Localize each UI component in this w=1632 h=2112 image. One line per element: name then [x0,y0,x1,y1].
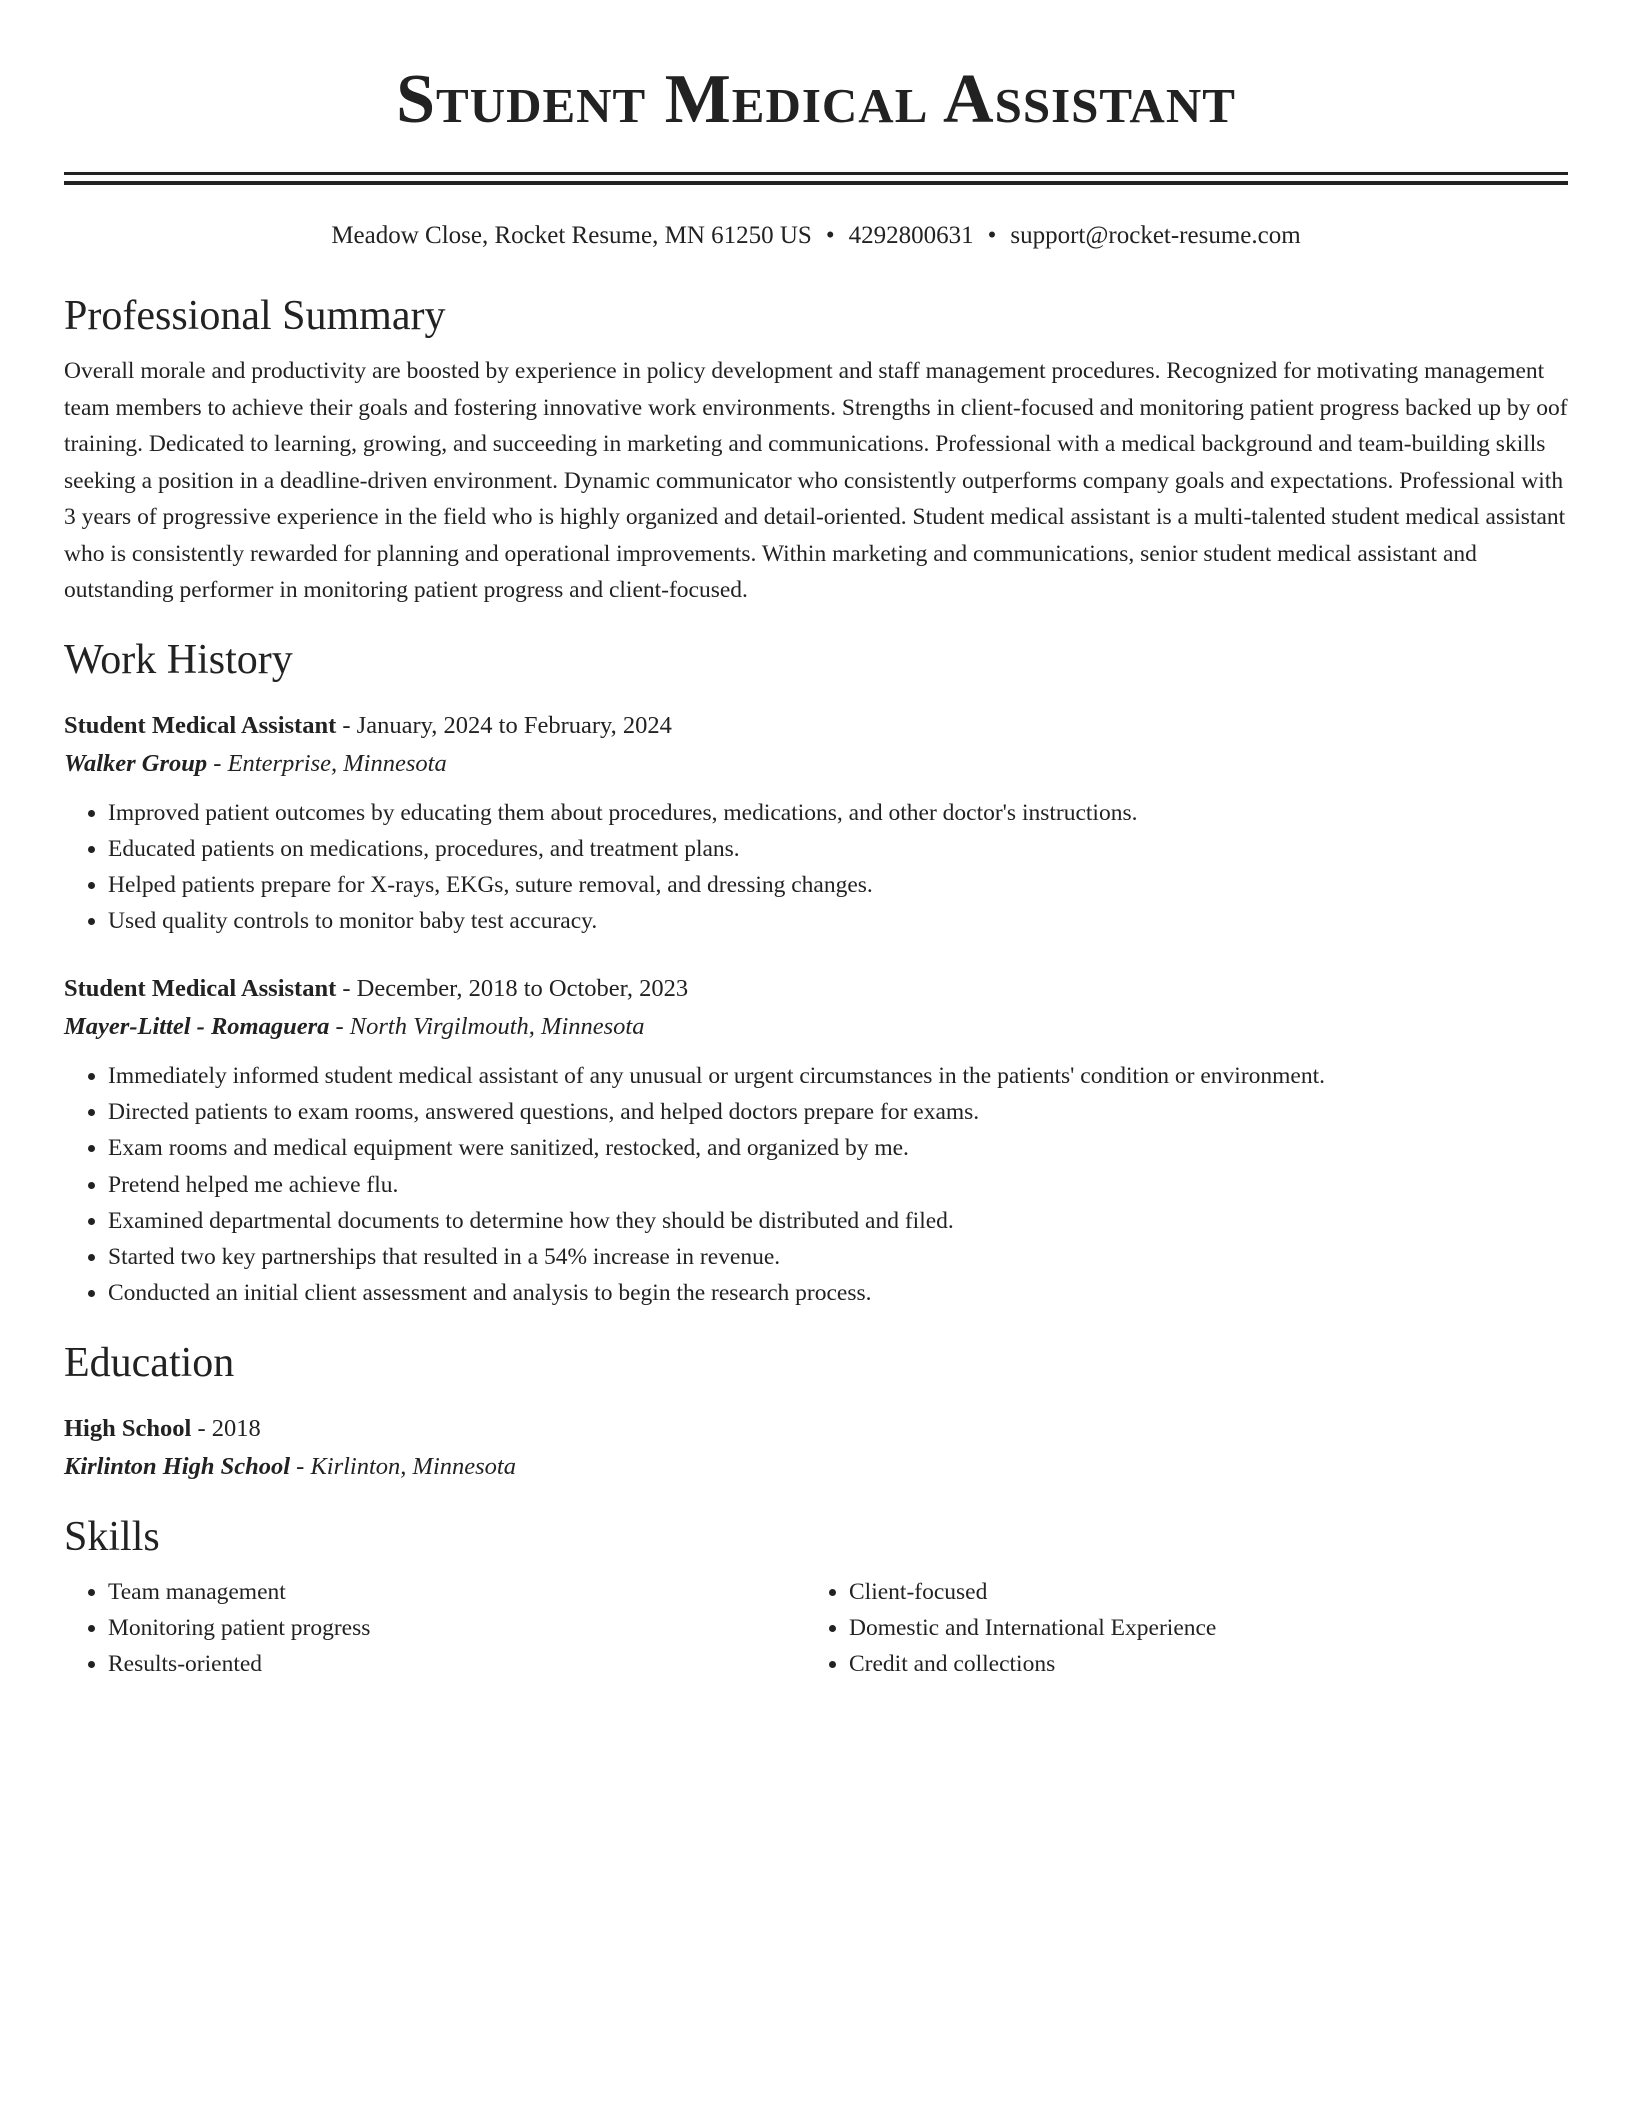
contact-line [64,221,1568,251]
skill-item: • Monitoring patient progress [108,1610,805,1646]
job-company-line [64,1008,1568,1046]
job-dates: - January, 2024 to February, 2024 [336,711,672,739]
education-location: - Kirlinton, Minnesota [290,1452,516,1480]
skills-list-left [64,1574,805,1683]
job-entry [64,707,1568,940]
job-title-line [64,970,1568,1008]
skills-list-right [805,1574,1546,1683]
education-school: Kirlinton High School [64,1452,291,1480]
job-company: Mayer-Littel - Romaguera [64,1012,330,1040]
job-dates: - December, 2018 to October, 2023 [336,974,689,1002]
job-title: Student Medical Assistant [64,974,337,1002]
job-title-line [64,707,1568,745]
job-bullet: • Educated patients on medications, procedures, and treatment plans. [108,831,1568,867]
job-company-line [64,745,1568,783]
skill-item: • Domestic and International Experience [849,1610,1546,1646]
job-bullet: • Immediately informed student medical assistant of any unusual or urgent circumstances in the patients' condition or environment. [108,1058,1568,1094]
job-bullet: • Directed patients to exam rooms, answered questions, and helped doctors prepare for exams. [108,1094,1568,1130]
job-bullet: • Started two key partnerships that resulted in a 54% increase in revenue. [108,1239,1568,1275]
job-bullet: • Pretend helped me achieve flu. [108,1167,1568,1203]
section-heading-summary: Professional Summary [64,293,446,339]
skill-item: • Credit and collections [849,1646,1546,1682]
job-bullet: • Improved patient outcomes by educating them about procedures, medications, and other doctor's instructions. [108,795,1568,831]
job-title: Student Medical Assistant [64,711,337,739]
section-heading-education: Education [64,1339,235,1386]
job-location: - Enterprise, Minnesota [207,749,447,777]
job-bullets [64,1058,1568,1312]
education-degree-line [64,1410,1568,1448]
skills-columns [64,1574,1568,1683]
skill-item: • Team management [108,1574,805,1610]
job-bullet: • Conducted an initial client assessment and analysis to begin the research process. [108,1275,1568,1311]
contact-email: support@rocket-resume.com [1010,222,1301,249]
education-school-line [64,1448,1568,1486]
education-entry [64,1410,1568,1486]
job-bullet: • Helped patients prepare for X-rays, EKGs, suture removal, and dressing changes. [108,867,1568,903]
job-company: Walker Group [64,749,208,777]
education-year: - 2018 [191,1414,261,1442]
job-location: - North Virgilmouth, Minnesota [329,1012,645,1040]
contact-phone: 4292800631 [848,222,974,249]
job-bullet: • Used quality controls to monitor baby test accuracy. [108,903,1568,939]
section-heading-skills: Skills [64,1513,160,1560]
header-rule-bottom [64,181,1568,185]
contact-address: Meadow Close, Rocket Resume, MN 61250 US [331,222,812,249]
skill-item: • Client-focused [849,1574,1546,1610]
contact-separator: • [825,222,835,249]
job-bullets [64,795,1568,940]
resume-name: Student Medical Assistant [396,61,1236,138]
job-entry [64,970,1568,1312]
job-bullet: • Examined departmental documents to determine how they should be distributed and filed. [108,1203,1568,1239]
summary-paragraph: Overall morale and productivity are boosted by experience in policy development and staff management procedures. Recognized for motivating management team members to achieve their goals and fostering innovative work environments. Strengths in client-focused and monitoring patient progress backed up by oof training. Dedicated to learning, growing, and succeeding in marketing and communications. Professional with a medical background and team-building skills seeking a position in a deadline-driven environment. Dynamic communicator who consistently outperforms company goals and expectations. Professional with 3 years of progressive experience in the field who is highly organized and detail-oriented. Student medical assistant is a multi-talented student medical assistant who is consistently rewarded for planning and operational improvements. Within marketing and communications, senior student medical assistant and outstanding performer in monitoring patient progress and client-focused. [64,358,1568,603]
job-bullet: • Exam rooms and medical equipment were sanitized, restocked, and organized by me. [108,1130,1568,1166]
section-heading-work-history: Work History [64,636,293,683]
skill-item: • Results-oriented [108,1646,805,1682]
header-rule-top [64,172,1568,175]
contact-separator: • [987,222,997,249]
education-degree: High School [64,1414,192,1442]
